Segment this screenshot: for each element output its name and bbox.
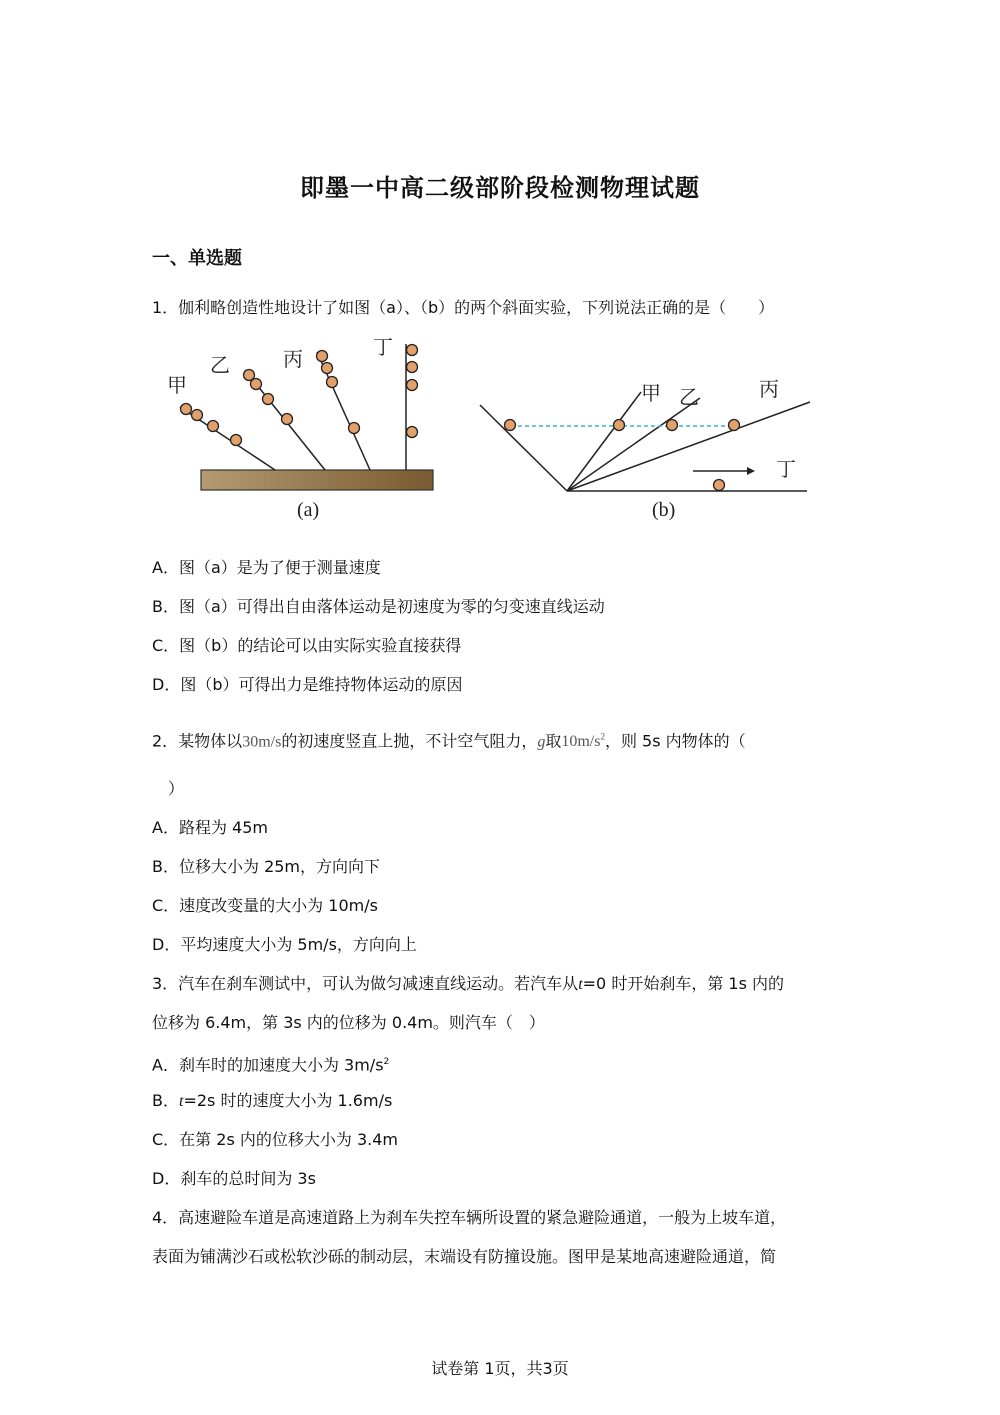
- ground-block: [201, 470, 433, 490]
- incline-left-b: [480, 405, 567, 491]
- q3-option-c: C．在第 2s 内的位移大小为 3.4m: [152, 1130, 398, 1149]
- incline-jia-b: [567, 392, 641, 491]
- q4-stem-line2: 表面为铺满沙石或松软沙砾的制动层，末端设有防撞设施。图甲是某地高速避险通道，简: [152, 1247, 777, 1266]
- balls-b: [505, 420, 740, 491]
- incline-yi-b: [567, 398, 700, 491]
- label-bing-a: 丙: [283, 347, 303, 371]
- label-jia-b: 甲: [641, 381, 661, 405]
- q1-option-d: D．图（b）可得出力是维持物体运动的原因: [152, 675, 463, 694]
- q3-option-b: B．t=2s 时的速度大小为 1.6m/s: [152, 1091, 393, 1110]
- q2-g-symbol: g: [537, 733, 546, 751]
- incline-bing-b: [567, 402, 810, 491]
- q2-stem: 2．某物体以30m/s的初速度竖直上抛，不计空气阻力，g取$10m/s^2$，则 5s 内物体的（: [152, 731, 746, 751]
- figure-b: [480, 377, 810, 521]
- caption-a: (a): [297, 499, 320, 521]
- page-title: 即墨一中高二级部阶段检测物理试题: [300, 174, 700, 202]
- q2-option-d: D．平均速度大小为 5m/s，方向向上: [152, 935, 417, 954]
- label-ding-a: 丁: [373, 335, 393, 359]
- figure-a: [167, 335, 433, 521]
- q1-option-c: C．图（b）的结论可以由实际实验直接获得: [152, 636, 462, 655]
- galileo-incline-diagram: [165, 332, 845, 532]
- label-jia-a: 甲: [167, 373, 187, 397]
- q2-stem-close: ）: [168, 779, 185, 798]
- q3-stem-line1: 3．汽车在刹车测试中，可认为做匀减速直线运动。若汽车从t=0 时开始刹车，第 1s 内的: [152, 974, 785, 993]
- q3-stem-line2: 位移为 6.4m，第 3s 内的位移为 0.4m。则汽车（ ）: [152, 1013, 545, 1032]
- q3-option-a: A．刹车时的加速度大小为 $3m/s^2$: [152, 1055, 390, 1075]
- q2-option-c: C．速度改变量的大小为 10m/s: [152, 896, 378, 915]
- q1-option-a: A．图（a）是为了便于测量速度: [152, 558, 381, 577]
- label-ding-b: 丁: [776, 457, 796, 481]
- q2-option-a: A．路程为 45m: [152, 818, 268, 837]
- label-bing-b: 丙: [759, 377, 779, 401]
- caption-b: (b): [652, 499, 676, 521]
- q1-stem: 1．伽利略创造性地设计了如图（a）、（b）的两个斜面实验，下列说法正确的是（ ）: [152, 298, 775, 317]
- q2-option-b: B．位移大小为 25m，方向向下: [152, 857, 381, 876]
- q2-initial-velocity: 30m/s: [242, 733, 282, 751]
- label-yi-a: 乙: [210, 353, 230, 377]
- q1-option-b: B．图（a）可得出自由落体运动是初速度为零的匀变速直线运动: [152, 597, 605, 616]
- q3-option-d: D．刹车的总时间为 3s: [152, 1169, 316, 1188]
- q1-figure: [165, 332, 845, 536]
- section-heading: 一、单选题: [152, 248, 242, 269]
- q2-g-value: $10m/s^2$: [561, 732, 605, 751]
- page-footer: 试卷第 1页，共3页: [431, 1359, 569, 1378]
- label-yi-b: 乙: [679, 385, 699, 409]
- q4-stem-line1: 4．高速避险车道是高速道路上为刹车失控车辆所设置的紧急避险通道，一般为上坡车道，: [152, 1208, 787, 1227]
